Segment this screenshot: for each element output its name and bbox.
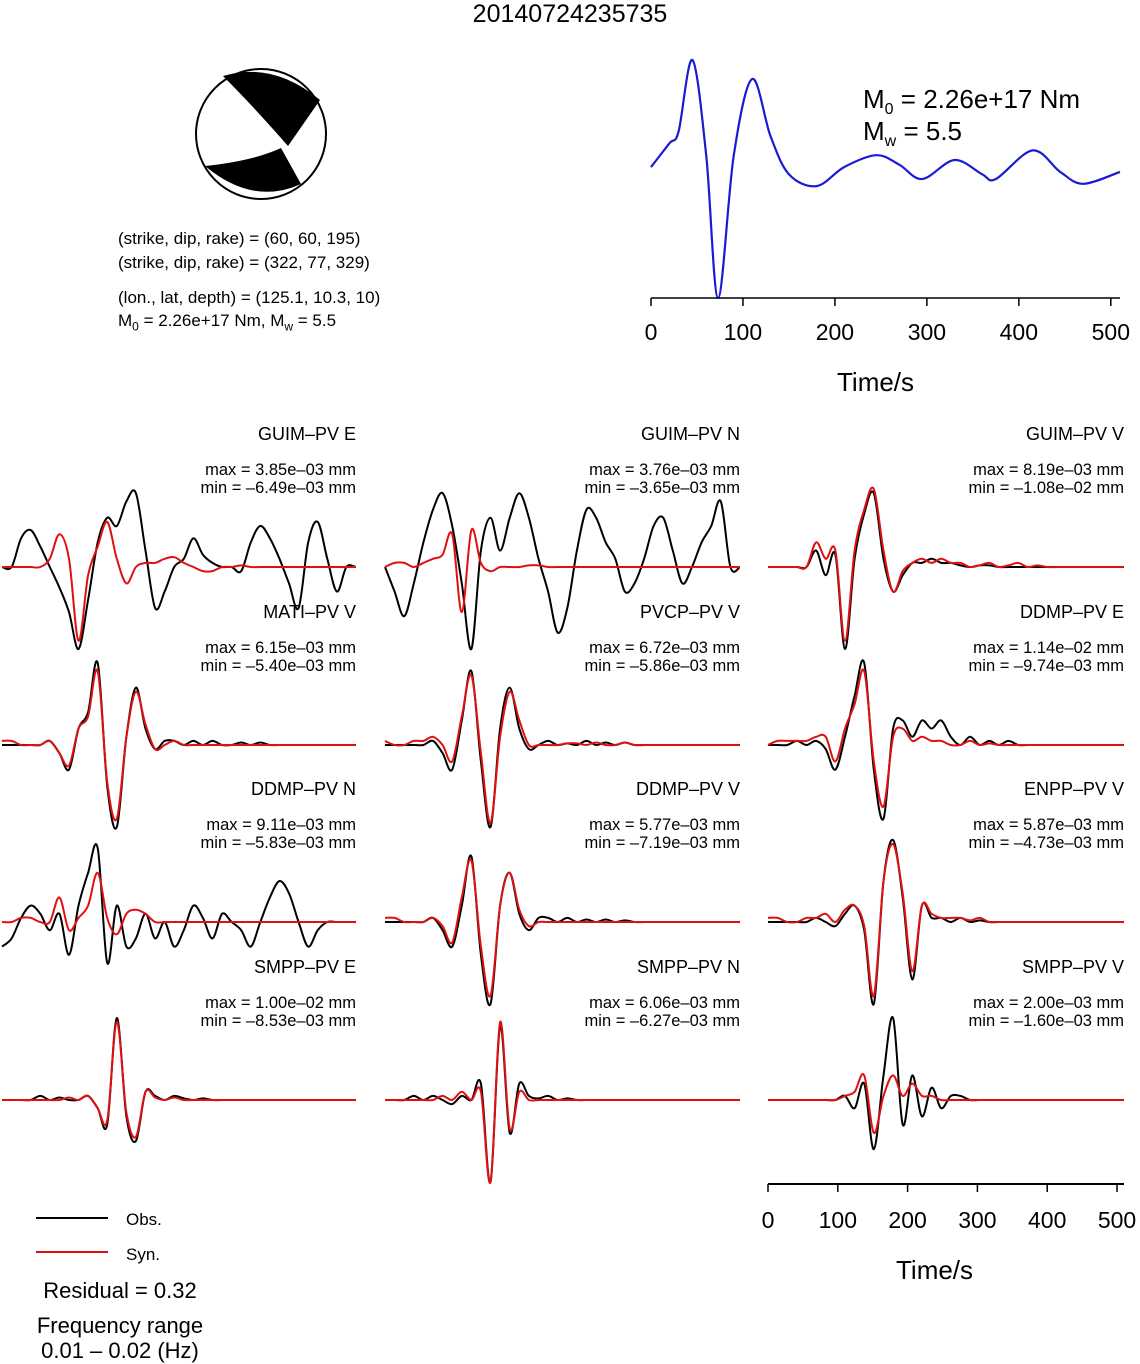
- frequency-range-title: Frequency range: [36, 1313, 204, 1338]
- m0-sub: 0: [132, 319, 139, 334]
- stf-x-tick-label: 500: [1091, 319, 1130, 345]
- legend-lines: [36, 1210, 116, 1260]
- station-label: DDMP–PV E: [1019, 602, 1124, 622]
- station-max: max = 3.85e–03 mm: [205, 461, 356, 479]
- wave-x-tick-label: 0: [761, 1207, 775, 1233]
- stf-m0-symbol: M: [863, 84, 885, 114]
- station-min: min = –6.27e–03 mm: [584, 1012, 740, 1030]
- observed-waveform: [385, 855, 740, 1005]
- observed-waveform: [385, 493, 740, 650]
- stf-x-tick-label: 0: [644, 319, 658, 345]
- plane-2-text: (strike, dip, rake) = (322, 77, 329): [118, 253, 370, 272]
- station-panel: [385, 957, 740, 1183]
- wave-x-tick-label: 200: [888, 1207, 927, 1233]
- station-label: ENPP–PV V: [1023, 779, 1124, 799]
- station-label: SMPP–PV N: [636, 957, 740, 977]
- station-max: max = 6.15e–03 mm: [205, 639, 356, 657]
- location-text: (lon., lat, depth) = (125.1, 10.3, 10): [118, 288, 381, 307]
- station-panel: [768, 957, 1124, 1149]
- synthetic-waveform: [385, 529, 740, 612]
- observed-waveform: [385, 1026, 740, 1183]
- m0-symbol: M: [118, 311, 133, 330]
- wave-xlabel: Time/s: [896, 1255, 974, 1285]
- wave-x-tick-label: 300: [958, 1207, 997, 1233]
- station-label: GUIM–PV N: [640, 424, 740, 444]
- stf-m0-text: = 2.26e+17 Nm: [893, 84, 1081, 114]
- stf-x-tick-label: 200: [815, 319, 855, 345]
- plane-1-text: (strike, dip, rake) = (60, 60, 195): [118, 229, 361, 248]
- station-min: min = –6.49e–03 mm: [200, 479, 356, 497]
- station-min: min = –7.19e–03 mm: [584, 834, 740, 852]
- station-min: min = –1.08e–02 mm: [968, 479, 1124, 497]
- synthetic-waveform: [2, 873, 356, 935]
- station-max: max = 5.87e–03 mm: [973, 816, 1124, 834]
- legend-syn-label: Syn.: [126, 1245, 161, 1264]
- station-min: min = –5.83e–03 mm: [200, 834, 356, 852]
- station-min: min = –3.65e–03 mm: [584, 479, 740, 497]
- station-max: max = 6.06e–03 mm: [589, 994, 740, 1012]
- observed-waveform: [2, 490, 356, 649]
- station-max: max = 2.00e–03 mm: [973, 994, 1124, 1012]
- station-label: DDMP–PV V: [635, 779, 740, 799]
- frequency-range-value: 0.01 – 0.02 (Hz): [41, 1338, 199, 1363]
- station-label: SMPP–PV V: [1021, 957, 1124, 977]
- station-min: min = –9.74e–03 mm: [968, 657, 1124, 675]
- stf-mw-text: = 5.5: [896, 116, 963, 146]
- m0-value: = 2.26e+17 Nm, M: [138, 311, 285, 330]
- station-max: max = 8.19e–03 mm: [973, 461, 1124, 479]
- station-max: max = 1.00e–02 mm: [205, 994, 356, 1012]
- stf-x-tick-label: 400: [999, 319, 1039, 345]
- observed-waveform: [768, 491, 1124, 649]
- wave-x-tick-label: 500: [1097, 1207, 1137, 1233]
- wave-x-tick-label: 100: [818, 1207, 857, 1233]
- wave-x-tick-label: 400: [1028, 1207, 1067, 1233]
- station-min: min = –5.86e–03 mm: [584, 657, 740, 675]
- station-label: MATI–PV V: [263, 602, 356, 622]
- station-panel: [2, 779, 356, 964]
- station-label: GUIM–PV E: [257, 424, 356, 444]
- synthetic-waveform: [385, 1022, 740, 1183]
- station-label: SMPP–PV E: [253, 957, 356, 977]
- mw-sub: w: [284, 319, 294, 334]
- figure-title: 20140724235735: [472, 0, 668, 28]
- synthetic-waveform: [2, 1022, 356, 1138]
- mw-value: = 5.5: [293, 311, 337, 330]
- station-label: DDMP–PV N: [250, 779, 356, 799]
- stf-x-tick-label: 100: [723, 319, 763, 345]
- station-min: min = –1.60e–03 mm: [968, 1012, 1124, 1030]
- stf-x-tick-label: 300: [907, 319, 947, 345]
- station-max: max = 3.76e–03 mm: [589, 461, 740, 479]
- synthetic-waveform: [385, 675, 740, 823]
- station-panel: [2, 957, 356, 1142]
- station-min: min = –5.40e–03 mm: [200, 657, 356, 675]
- station-max: max = 5.77e–03 mm: [589, 816, 740, 834]
- station-max: max = 9.11e–03 mm: [206, 816, 356, 834]
- station-max: max = 6.72e–03 mm: [589, 639, 740, 657]
- stf-xlabel: Time/s: [837, 367, 915, 397]
- station-label: PVCP–PV V: [639, 602, 740, 622]
- stf-m0-sub: 0: [884, 101, 894, 119]
- station-label: GUIM–PV V: [1025, 424, 1124, 444]
- residual-text: Residual = 0.32: [43, 1278, 197, 1303]
- observed-waveform: [385, 670, 740, 827]
- observed-waveform: [768, 1017, 1124, 1149]
- stf-mw-symbol: M: [863, 116, 885, 146]
- station-max: max = 1.14e–02 mm: [973, 639, 1124, 657]
- observed-waveform: [2, 1018, 356, 1142]
- stf-mw-sub: w: [884, 133, 897, 151]
- station-min: min = –8.53e–03 mm: [200, 1012, 356, 1030]
- legend-obs-label: Obs.: [126, 1210, 162, 1229]
- station-min: min = –4.73e–03 mm: [968, 834, 1124, 852]
